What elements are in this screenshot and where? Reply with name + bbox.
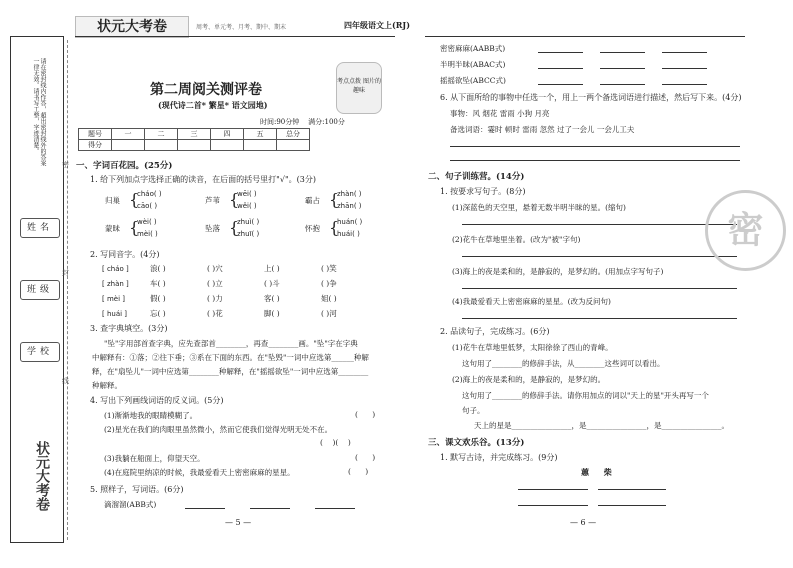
- table-cell: 四: [211, 129, 244, 140]
- brace-icon: {: [229, 190, 240, 209]
- row-pinyin: [ zhàn ]: [102, 280, 129, 288]
- score-input[interactable]: [277, 140, 310, 151]
- sentence-task: (4)我最爱看天上密密麻麻的星星。(改为反问句): [452, 297, 611, 306]
- pinyin-option[interactable]: zhàn( ): [337, 190, 362, 198]
- answer-line[interactable]: [538, 52, 583, 53]
- fill-blank[interactable]: ( )力: [207, 294, 223, 303]
- answer-line[interactable]: [315, 508, 355, 509]
- answer-line[interactable]: [185, 508, 225, 509]
- homophone-row: [102, 263, 392, 274]
- question-4: 4. 写出下列画线词语的反义词。(5分): [90, 396, 224, 405]
- fill-sentence[interactable]: 天上的星是________________，是________________，是________________。: [474, 421, 729, 430]
- class-field-label[interactable]: 班级: [20, 280, 60, 300]
- pinyin-option[interactable]: huái( ): [337, 230, 360, 238]
- answer-line[interactable]: [462, 288, 737, 289]
- score-input[interactable]: [211, 140, 244, 151]
- question-3-line[interactable]: "坠"字用部首查字典，应先查部首________，再查________画。"坠"字在字典: [104, 339, 358, 348]
- homophone-row: [102, 278, 392, 289]
- fill-blank[interactable]: ( )河: [321, 309, 337, 318]
- answer-line[interactable]: [538, 84, 583, 85]
- fill-blank[interactable]: ( )立: [207, 279, 223, 288]
- row-pinyin: [ huái ]: [102, 310, 128, 318]
- fill-blank[interactable]: 上( ): [264, 264, 280, 273]
- answer-line[interactable]: [450, 160, 740, 161]
- question-2-1: 1. 按要求写句子。(8分): [440, 187, 526, 196]
- reading-sentence: (2)海上的夜是柔和的，是静寂的，是梦幻的。: [452, 375, 606, 384]
- fill-blank[interactable]: 脚( ): [264, 309, 280, 318]
- antonym-item: (1)渐渐地我的眼睛模糊了。: [104, 411, 198, 420]
- badge-text: 考点点拨 图片的趣味: [337, 78, 381, 94]
- exam-time-info: [260, 117, 345, 127]
- page-subtitle: (现代诗二首* 繁星* 语文园地): [158, 100, 268, 110]
- answer-paren[interactable]: ( ): [348, 467, 369, 476]
- antonym-item: (3)我躺在船面上，仰望天空。: [104, 454, 205, 463]
- table-cell: 五: [244, 129, 277, 140]
- pinyin-option[interactable]: cāo( ): [137, 202, 158, 210]
- answer-line[interactable]: [662, 68, 707, 69]
- pinyin-option[interactable]: zhān( ): [337, 202, 362, 210]
- poem-title: 蕙 柴: [581, 467, 618, 477]
- grade-label: 四年级语文上(RJ): [344, 20, 411, 30]
- word: 蒙昧: [105, 224, 120, 233]
- word: 霸占: [305, 196, 320, 205]
- score-input[interactable]: [178, 140, 211, 151]
- word-bank: 备选词语：霎时 顿时 雷雨 忽然 过了一会儿 一会儿工夫: [450, 125, 635, 134]
- page-title: 第二周阅关测评卷: [150, 82, 262, 98]
- answer-line[interactable]: [600, 84, 645, 85]
- brace-icon: {: [329, 218, 340, 237]
- word: 归巢: [105, 196, 120, 205]
- table-cell: 二: [145, 129, 178, 140]
- fill-blank[interactable]: 姐( ): [321, 294, 337, 303]
- name-field-label[interactable]: 姓名: [20, 218, 60, 238]
- pattern-label: 半明半昧(ABAC式): [440, 60, 506, 69]
- full-score: 满分:100分: [308, 118, 345, 126]
- question-1: 1. 给下列加点字选择正确的读音，在后面的括号里打"√"。(3分): [90, 175, 316, 184]
- brace-icon: {: [329, 190, 340, 209]
- question-3-1: 1. 默写古诗，并完成练习。(9分): [440, 453, 558, 462]
- section-1-heading: 一、字词百花园。(25分): [76, 161, 173, 171]
- sentence-task: (1)深蓝色的天空里，悬着无数半明半昧的星。(缩句): [452, 203, 626, 212]
- answer-line[interactable]: [518, 505, 588, 506]
- sentence-task: (3)海上的夜是柔和的，是静寂的，是梦幻的。(用加点字写句子): [452, 267, 664, 276]
- pinyin-option[interactable]: zhuì( ): [237, 218, 260, 226]
- table-cell: 得分: [79, 140, 112, 151]
- row-pinyin: [ mèi ]: [102, 295, 125, 303]
- question-3-line[interactable]: 中解释有：①落；②往下垂；③系在下面的东西。在"坠毁"一词中应选第______种解: [92, 353, 369, 362]
- time-limit: 时间:90分钟: [260, 118, 300, 126]
- fill-blank[interactable]: ( )花: [207, 309, 223, 318]
- pattern-label: 密密麻麻(AABB式): [440, 44, 506, 53]
- cut-char: 线: [62, 377, 69, 385]
- question-3-line: 种解释。: [92, 381, 122, 390]
- answer-line[interactable]: [450, 146, 740, 147]
- brace-icon: {: [229, 218, 240, 237]
- answer-paren[interactable]: ( ): [355, 410, 376, 419]
- section-3-heading: 三、课文欢乐谷。(13分): [428, 438, 525, 448]
- fill-blank[interactable]: 浪( ): [150, 264, 166, 273]
- table-cell: 三: [178, 129, 211, 140]
- fill-blank[interactable]: 忘( ): [150, 309, 166, 318]
- pinyin-option[interactable]: cháo( ): [137, 190, 162, 198]
- question-2: 2. 写同音字。(4分): [90, 250, 160, 259]
- score-input[interactable]: [112, 140, 145, 151]
- question-5: 5. 照样子，写词语。(6分): [90, 485, 184, 494]
- score-table-header: [79, 129, 310, 140]
- cut-line: [67, 40, 68, 540]
- section-2-heading: 二、句子训练营。(14分): [428, 172, 525, 182]
- brand-logo: 状元大考卷: [75, 16, 189, 38]
- fill-blank[interactable]: 客( ): [264, 294, 280, 303]
- answer-line[interactable]: [600, 52, 645, 53]
- sidebar-note: 请在密封线内作答，超出密封线外的答案一律无效。请书写工整，字迹清楚。: [32, 58, 46, 166]
- word: 怀抱: [305, 224, 320, 233]
- brace-icon: {: [129, 218, 140, 237]
- answer-line[interactable]: [462, 318, 737, 319]
- brace-icon: {: [129, 190, 140, 209]
- header-rule-right: [425, 36, 745, 37]
- answer-paren[interactable]: ( ): [355, 453, 376, 462]
- cut-char: 密: [62, 161, 69, 169]
- answer-line[interactable]: [598, 489, 666, 490]
- answer-line[interactable]: [518, 489, 588, 490]
- pinyin-option[interactable]: mèi( ): [137, 230, 158, 238]
- pinyin-option[interactable]: wěi( ): [237, 202, 257, 210]
- homophone-row: [102, 308, 392, 319]
- pinyin-option[interactable]: wēi( ): [237, 190, 257, 198]
- word: 坠落: [205, 224, 220, 233]
- fill-sentence: 句子。: [462, 406, 485, 415]
- sentence-task: (2)花牛在草地里坐着。(改为"被"字句): [452, 235, 581, 244]
- answer-line[interactable]: [598, 505, 666, 506]
- score-row: [79, 140, 310, 151]
- question-2-2: 2. 品读句子，完成练习。(6分): [440, 327, 550, 336]
- pattern-label: 摇摇欲坠(ABCC式): [440, 76, 506, 85]
- pinyin-option[interactable]: huán( ): [337, 218, 363, 226]
- pattern-label: 滴溜溜(ABB式): [104, 500, 157, 509]
- fill-blank[interactable]: ( )笑: [321, 264, 337, 273]
- score-input[interactable]: [244, 140, 277, 151]
- answer-line[interactable]: [250, 508, 290, 509]
- score-input[interactable]: [145, 140, 178, 151]
- things-list: 事物：风 烟花 雷雨 小狗 月亮: [450, 109, 550, 118]
- answer-line[interactable]: [462, 224, 737, 225]
- pinyin-option[interactable]: wèi( ): [137, 218, 157, 226]
- fill-blank[interactable]: ( )穴: [207, 264, 223, 273]
- answer-line[interactable]: [600, 68, 645, 69]
- score-table: [78, 128, 310, 151]
- antonym-item: (2)星光在我们的肉眼里虽然微小，然而它使我们觉得光明无处不在。: [104, 425, 333, 434]
- fill-blank[interactable]: ( )斗: [264, 279, 280, 288]
- answer-paren[interactable]: ( )( ): [320, 438, 351, 447]
- header-rule: [75, 36, 395, 37]
- reading-sentence: (1)花牛在草地里低梦，太阳徐徐了西山的青峰。: [452, 343, 613, 352]
- mascot-badge: [336, 62, 382, 114]
- answer-line[interactable]: [462, 256, 737, 257]
- word: 芦苇: [205, 196, 220, 205]
- answer-line[interactable]: [662, 84, 707, 85]
- table-cell: 一: [112, 129, 145, 140]
- fill-blank[interactable]: 假( ): [150, 294, 166, 303]
- question-6: 6. 从下面所给的事物中任选一个，用上一两个备选词语进行描述，然后写下来。(4分): [440, 93, 742, 102]
- seal-stamp: 密: [705, 190, 786, 271]
- page-number-right: — 6 —: [570, 518, 597, 527]
- question-3: 3. 查字典填空。(3分): [90, 324, 168, 333]
- sidebar-logo: 状元大考卷: [34, 441, 50, 511]
- table-cell: 总分: [277, 129, 310, 140]
- homophone-row: [102, 293, 392, 304]
- table-cell: 题号: [79, 129, 112, 140]
- cut-char: 封: [62, 269, 69, 277]
- school-field-label[interactable]: 学校: [20, 342, 60, 362]
- antonym-item: (4)在庭院里纳凉的时候，我最爱看天上密密麻麻的星星。: [104, 468, 295, 477]
- question-3-line[interactable]: 释，在"扇坠儿"一词中应选第________种解释，在"摇摇欲坠"一词中应选第________: [92, 367, 369, 376]
- answer-line[interactable]: [538, 68, 583, 69]
- exam-type-nav: 周考、单元考、月考、期中、期末: [196, 24, 287, 31]
- page-number-left: — 5 —: [225, 518, 252, 527]
- fill-blank[interactable]: 车( ): [150, 279, 166, 288]
- row-pinyin: [ cháo ]: [102, 265, 129, 273]
- pinyin-option[interactable]: zhuī( ): [237, 230, 260, 238]
- fill-sentence[interactable]: 这句用了________的修辞手法，从________这些词可以看出。: [462, 359, 665, 368]
- answer-line[interactable]: [662, 52, 707, 53]
- fill-sentence[interactable]: 这句用了________的修辞手法。请你用加点的词以"天上的星"开头再写一个: [462, 391, 709, 400]
- fill-blank[interactable]: ( )争: [321, 279, 337, 288]
